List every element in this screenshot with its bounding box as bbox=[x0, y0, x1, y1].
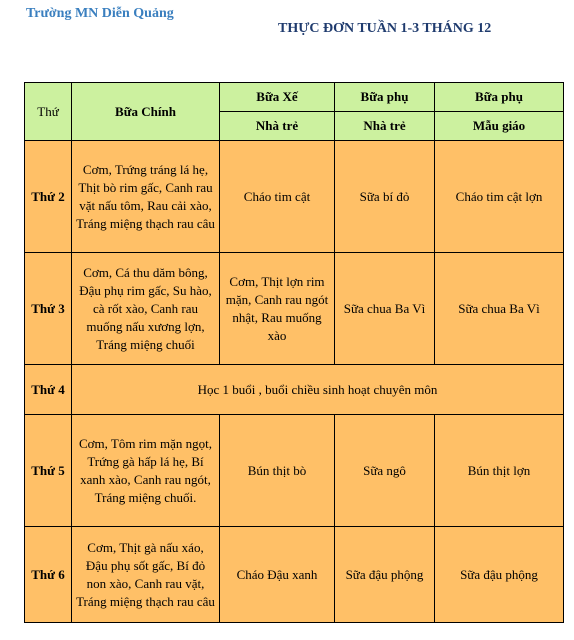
table-row bbox=[25, 141, 564, 253]
xe-meal-cell: Cơm, Thịt lợn rim mặn, Canh rau ngót nhật, Rau muống xào bbox=[220, 253, 335, 365]
main-meal-cell: Cơm, Tôm rim mặn ngọt, Trứng gà hấp lá hẹ, Bí xanh xào, Canh rau ngót, Tráng miệng chuối. bbox=[72, 415, 220, 527]
main-meal-cell: Cơm, Trứng tráng lá hẹ, Thịt bò rim gấc, Canh rau vặt nấu tôm, Rau cải xào, Tráng miệng thạch rau câu bbox=[72, 141, 220, 253]
header-mau-giao: Mẫu giáo bbox=[435, 112, 564, 141]
note-cell: Học 1 buổi , buổi chiều sinh hoạt chuyên môn bbox=[72, 365, 564, 415]
day-cell: Thứ 3 bbox=[25, 253, 72, 365]
header-nha-tre-xe: Nhà trẻ bbox=[220, 112, 335, 141]
snack-nha-tre-cell: Sữa bí đỏ bbox=[335, 141, 435, 253]
header-thu: Thứ bbox=[25, 83, 72, 141]
main-meal-cell: Cơm, Thịt gà nấu xáo, Đậu phụ sốt gấc, Bí đỏ non xào, Canh rau vặt, Tráng miệng thạch rau câu bbox=[72, 527, 220, 623]
table-row bbox=[25, 365, 564, 415]
xe-meal-cell: Bún thịt bò bbox=[220, 415, 335, 527]
snack-mau-giao-cell: Sữa đậu phộng bbox=[435, 527, 564, 623]
table-row bbox=[25, 253, 564, 365]
main-meal-cell: Cơm, Cá thu dăm bông, Đậu phụ rim gấc, Su hào, cà rốt xào, Canh rau muống nấu xương lợn, Tráng miệng chuối bbox=[72, 253, 220, 365]
header-nha-tre-phu: Nhà trẻ bbox=[335, 112, 435, 141]
header-bua-xe: Bữa Xế bbox=[220, 83, 335, 112]
header-bua-phu-1: Bữa phụ bbox=[335, 83, 435, 112]
day-cell: Thứ 6 bbox=[25, 527, 72, 623]
snack-nha-tre-cell: Sữa chua Ba Vì bbox=[335, 253, 435, 365]
menu-title: THỰC ĐƠN TUẦN 1-3 THÁNG 12 bbox=[278, 21, 492, 36]
menu-table bbox=[24, 82, 564, 623]
xe-meal-cell: Cháo tim cật bbox=[220, 141, 335, 253]
day-cell: Thứ 2 bbox=[25, 141, 72, 253]
day-cell: Thứ 4 bbox=[25, 365, 72, 415]
header-bua-chinh: Bữa Chính bbox=[72, 83, 220, 141]
school-name: Trường MN Diễn Quảng bbox=[26, 6, 174, 21]
snack-mau-giao-cell: Sữa chua Ba Vì bbox=[435, 253, 564, 365]
table-row bbox=[25, 415, 564, 527]
day-cell: Thứ 5 bbox=[25, 415, 72, 527]
snack-mau-giao-cell: Bún thịt lợn bbox=[435, 415, 564, 527]
snack-nha-tre-cell: Sữa ngô bbox=[335, 415, 435, 527]
header-bua-phu-2: Bữa phụ bbox=[435, 83, 564, 112]
snack-nha-tre-cell: Sữa đậu phộng bbox=[335, 527, 435, 623]
xe-meal-cell: Cháo Đậu xanh bbox=[220, 527, 335, 623]
snack-mau-giao-cell: Cháo tim cật lợn bbox=[435, 141, 564, 253]
table-row bbox=[25, 527, 564, 623]
